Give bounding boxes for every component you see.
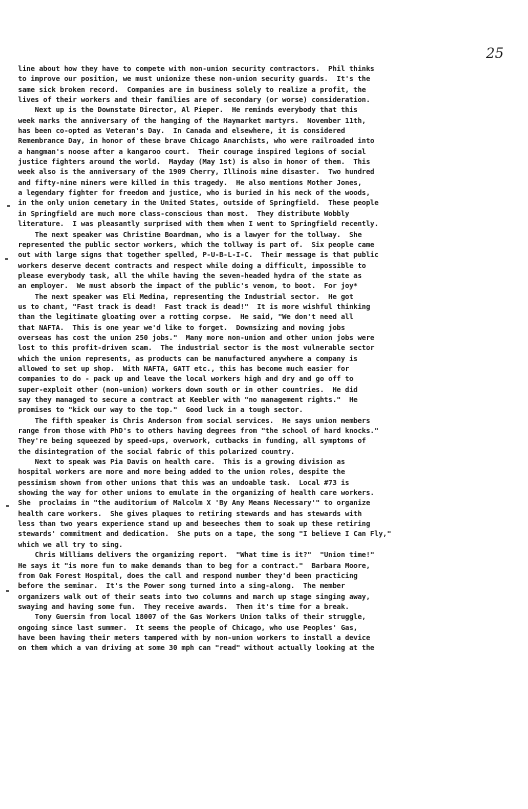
margin-speck (6, 505, 9, 507)
margin-speck (7, 205, 10, 207)
text-line: than the legitimate gloating over a rotting corpse. He said, "We don't need all (18, 312, 354, 322)
text-line: Next to speak was Pia Davis on health care. This is a growing division as (18, 457, 346, 467)
text-line: literature. I was pleasantly surprised with them when I went to Springfield recently. (18, 219, 379, 229)
text-line: health care workers. She gives plaques to retiring stewards and has stewards with (18, 508, 362, 518)
text-line: us to chant, "Fast track is dead! Fast track is dead!" It is more wishful thinking (18, 301, 371, 311)
text-line: organizers walk out of their seats into two columns and march up stage singing away, (18, 591, 371, 601)
text-line: less than two years experience stand up and beseeches them to soak up these retiring (18, 519, 371, 529)
text-line: say they managed to secure a contract at Keebler with "no management rights." He (18, 395, 358, 404)
text-line: in Springfield are much more class-conscious than most. They distribute Wobbly (18, 208, 350, 218)
text-line: showing the way for other unions to emulate in the organizing of health care workers. (18, 488, 375, 498)
page-number: 25 (486, 46, 504, 62)
text-line: overseas has cost the union 250 jobs." Many more non-union and other union jobs were (18, 332, 375, 342)
text-line: allowed to set up shop. With NAFTA, GATT etc., this has become much easier for (18, 363, 350, 373)
text-line: represented the public sector workers, which the tollway is part of. Six people came (18, 239, 375, 249)
text-line: hospital workers are more and more being added to the union roles, despite the (18, 467, 346, 477)
text-line: before the seminar. It's the Power song turned into a sing-along. The member (18, 581, 346, 591)
text-line: stewards' commitment and dedication. She puts on a tape, the song "I believe I Can Fly," (18, 529, 392, 539)
text-line: which the union represents, as products can be manufactured anywhere a company is (18, 353, 358, 363)
text-line: which we all try to sing. (18, 539, 123, 549)
text-line: They're being squeezed by speed-ups, overwork, cutbacks in funding, all symptoms of (18, 436, 366, 446)
text-line: promises to "kick our way to the top." Good luck in a tough sector. (18, 405, 304, 415)
text-line: She proclaims in "the auditorium of Malcolm X 'By Any Means Necessary'" to organize (18, 498, 371, 508)
text-line: The next speaker was Eli Medina, representing the Industrial sector. He got (18, 291, 354, 301)
text-line: week also is the anniversary of the 1909 Cherry, Illinois mine disaster. Two hundred (18, 167, 375, 177)
text-line: Chris Williams delivers the organizing report. "What time is it?" "Union time!" (18, 550, 375, 560)
text-line: The fifth speaker is Chris Anderson from social services. He says union members (18, 415, 371, 425)
text-line: from Oak Forest Hospital, does the call and respond number they'd been practicing (18, 570, 358, 580)
text-line: Next up is the Downstate Director, Al Pieper. He reminds everybody that this (18, 105, 358, 115)
text-line: lost to this profit-driven scam. The industrial sector is the most vulnerable sector (18, 343, 375, 353)
text-line: range from those with PhD's to others having degrees from "the school of hard knocks." (18, 426, 379, 436)
text-line: He says it "is more fun to make demands than to beg for a contract." Barbara Moore, (18, 560, 371, 570)
text-line: to improve our position, we must unionize these non-union security guards. It's the (18, 74, 371, 84)
text-line: and fifty-nine miners were killed in this tragedy. He also mentions Mother Jones, (18, 177, 362, 187)
text-line: out with large signs that together spelled, P-U-B-L-I-C. Their message is that public (18, 250, 379, 260)
text-line: a legendary fighter for freedom and justice, who is buried in his neck of the woods, (18, 188, 371, 198)
text-line: in the only union cemetary in the United States, outside of Springfield. These people (18, 198, 379, 208)
text-line: that NAFTA. This is one year we'd like to forget. Downsizing and moving jobs (18, 322, 346, 332)
text-line: on them which a van driving at some 30 mph can "read" without actually looking at the (18, 643, 375, 653)
margin-speck (5, 258, 8, 260)
body-text (18, 64, 508, 654)
text-line: week marks the anniversary of the hanging of the Haymarket martyrs. November 11th, (18, 115, 366, 125)
text-line: line about how they have to compete with non-union security contractors. Phil thinks (18, 64, 375, 73)
text-line: The next speaker was Christine Boardman, who is a lawyer for the tollway. She (18, 229, 362, 239)
text-line: swaying and having some fun. They receive awards. Then it's time for a break. (18, 601, 350, 611)
text-line: ongoing since last summer. It seems the people of Chicago, who use Peoples' Gas, (18, 622, 358, 632)
text-line: companies to do - pack up and leave the local workers high and dry and go off to (18, 374, 354, 384)
text-line: pessimism shown from other unions that this was an undoable task. Local #73 is (18, 477, 350, 487)
text-line: super-exploit other (non-union) workers down south or in other countries. He did (18, 384, 358, 394)
text-line: the disintegration of the social fabric of this polarized country. (18, 446, 295, 456)
text-line: please everybody task, all the while having the seven-headed hydra of the state as (18, 270, 362, 280)
text-line: lives of their workers and their families are of secondary (or worse) consideration. (18, 95, 371, 105)
text-line: workers deserve decent contracts and respect while doing a difficult, impossible to (18, 260, 366, 270)
text-line: same sick broken record. Companies are in business solely to realize a profit, the (18, 84, 366, 94)
text-line: Remembrance Day, in honor of these brave Chicago Anarchists, who were railroaded into (18, 136, 375, 146)
text-line: a hangman's noose after a kangaroo court. Their courage inspired legions of social (18, 146, 366, 156)
text-line: have been having their meters tampered with by non-union workers to install a device (18, 632, 371, 642)
text-line: an employer. We must absorb the impact of the public's venom, to boot. For joy* (18, 281, 358, 291)
margin-speck (6, 590, 9, 592)
text-line: Tony Guersin from local 18007 of the Gas Workers Union talks of their struggle, (18, 612, 366, 622)
text-line: has been co-opted as Veteran's Day. In Canada and elsewhere, it is considered (18, 126, 346, 136)
text-line: justice fighters around the world. Mayday (May 1st) is also in honor of them. This (18, 157, 371, 167)
